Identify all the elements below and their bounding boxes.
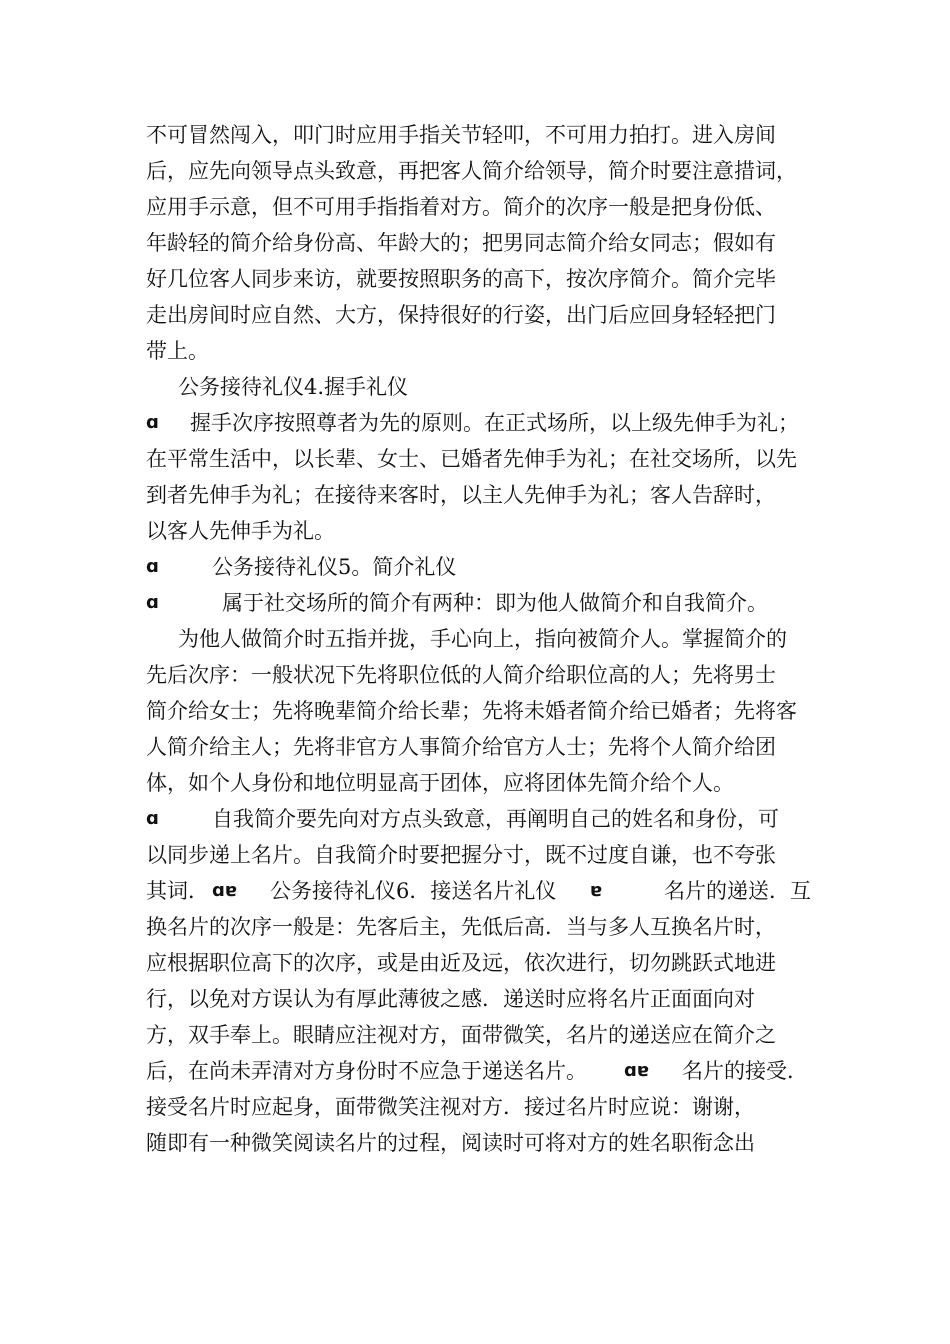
- text-line: [146, 153, 826, 189]
- text-segment: 走出房间时应自然、大方，保持很好的行姿，出门后应回身轻轻把门: [146, 303, 776, 327]
- text-segment: 不可冒然闯入，叩门时应用手指关节轻叩，不可用力拍打。进入房间: [146, 123, 776, 147]
- paragraph-mark-icon: ɑɐ: [624, 1060, 650, 1081]
- subheading-text: 名片的接受．: [682, 1059, 808, 1083]
- text-line: [146, 441, 826, 477]
- text-segment: 握手次序按照尊者为先的原则。在正式场所，以上级先伸手为礼；: [190, 411, 799, 435]
- text-line: [146, 585, 826, 621]
- text-line: [146, 189, 826, 225]
- text-segment: 后，在尚未弄清对方身份时不应急于递送名片。: [146, 1059, 587, 1083]
- text-line: [146, 873, 826, 909]
- section-heading: [146, 549, 826, 585]
- text-line: [146, 333, 826, 369]
- text-segment: 体，如个人身份和地位明显高于团体，应将团体先简介给个人。: [146, 771, 734, 795]
- text-line: [146, 657, 826, 693]
- text-line: [146, 1125, 826, 1161]
- text-segment: 后，应先向领导点头致意，再把客人简介给领导，简介时要注意措词，: [146, 159, 797, 183]
- text-line: [146, 1089, 826, 1125]
- text-segment: 属于社交场所的简介有两种：即为他人做简介和自我简介。: [222, 591, 768, 615]
- heading-text: 公务接待礼仪6．接送名片礼仪: [270, 879, 557, 903]
- heading-text: 公务接待礼仪4.握手礼仪: [178, 375, 409, 399]
- text-line: [146, 297, 826, 333]
- text-line: [146, 117, 826, 153]
- text-segment: 好几位客人同步来访，就要按照职务的高下，按次序简介。简介完毕: [146, 267, 776, 291]
- text-line: [146, 1053, 826, 1089]
- text-segment: 应根据职位高下的次序，或是由近及远，依次进行，切勿跳跃式地进: [146, 951, 776, 975]
- text-segment: 接受名片时应起身，面带微笑注视对方．接过名片时应说：谢谢，: [146, 1095, 755, 1119]
- text-line: [146, 729, 826, 765]
- text-segment: 为他人做简介时五指并拢，手心向上，指向被简介人。掌握简介的: [178, 627, 787, 651]
- text-segment: 随即有一种微笑阅读名片的过程，阅读时可将对方的姓名职衔念出: [146, 1131, 755, 1155]
- paragraph-mark-icon: ɑ: [146, 592, 159, 613]
- text-line: [146, 981, 826, 1017]
- paragraph-mark-icon: ɑ: [146, 412, 159, 433]
- text-segment: 方，双手奉上。眼睛应注视对方，面带微笑，名片的递送应在简介之: [146, 1023, 776, 1047]
- text-segment: 到者先伸手为礼；在接待来客时，以主人先伸手为礼；客人告辞时，: [146, 483, 776, 507]
- paragraph-mark-icon: ɑɐ: [212, 880, 238, 901]
- subheading-text: 名片的递送．互: [664, 879, 811, 903]
- text-line: [146, 837, 826, 873]
- text-segment: 其词．: [146, 879, 209, 903]
- text-line: [146, 621, 826, 657]
- text-segment: 以客人先伸手为礼。: [146, 519, 335, 543]
- text-line: [146, 261, 826, 297]
- text-line: [146, 765, 826, 801]
- text-segment: 行，以免对方误认为有厚此薄彼之感．递送时应将名片正面面向对: [146, 987, 755, 1011]
- text-segment: 年龄轻的简介给身份高、年龄大的；把男同志简介给女同志；假如有: [146, 231, 776, 255]
- heading-text: 公务接待礼仪5。简介礼仪: [212, 555, 457, 579]
- text-segment: 自我简介要先向对方点头致意，再阐明自己的姓名和身份，可: [212, 807, 779, 831]
- text-line: [146, 225, 826, 261]
- text-segment: 在平常生活中，以长辈、女士、已婚者先伸手为礼；在社交场所，以先: [146, 447, 797, 471]
- text-line: [146, 513, 826, 549]
- paragraph-mark-icon: ɑ: [146, 556, 159, 577]
- text-segment: 应用手示意，但不可用手指指着对方。简介的次序一般是把身份低、: [146, 195, 776, 219]
- text-line: [146, 1017, 826, 1053]
- text-line: [146, 693, 826, 729]
- paragraph-mark-icon: ɑ: [146, 808, 159, 829]
- text-line: [146, 909, 826, 945]
- text-segment: 以同步递上名片。自我简介时要把握分寸，既不过度自谦，也不夸张: [146, 843, 776, 867]
- section-heading: [146, 369, 826, 405]
- paragraph-mark-icon: ɐ: [590, 880, 603, 901]
- text-segment: 先后次序：一般状况下先将职位低的人简介给职位高的人；先将男士: [146, 663, 776, 687]
- text-line: [146, 477, 826, 513]
- text-line: [146, 945, 826, 981]
- text-line: [146, 405, 826, 441]
- text-segment: 简介给女士；先将晚辈简介给长辈；先将未婚者简介给已婚者；先将客: [146, 699, 797, 723]
- text-line: [146, 801, 826, 837]
- text-segment: 人简介给主人；先将非官方人事简介给官方人士；先将个人简介给团: [146, 735, 776, 759]
- text-segment: 换名片的次序一般是：先客后主，先低后高．当与多人互换名片时，: [146, 915, 776, 939]
- text-segment: 带上。: [146, 339, 209, 363]
